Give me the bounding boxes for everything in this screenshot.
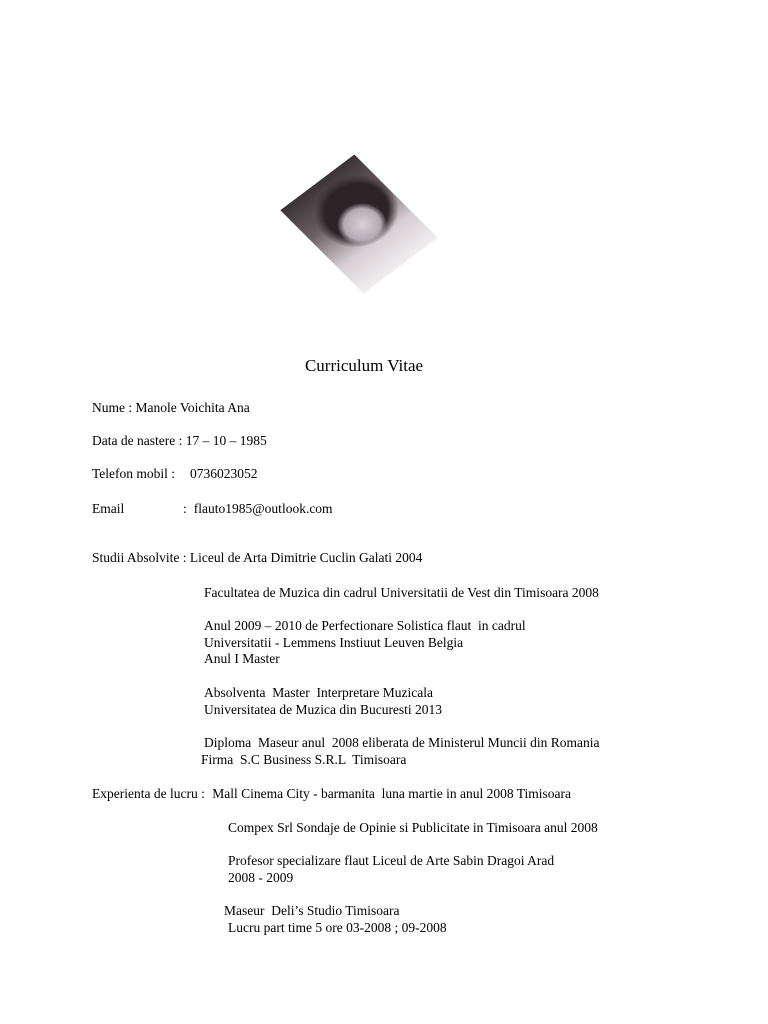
name-row <box>92 400 250 416</box>
profile-photo-image <box>280 154 438 293</box>
email-value: flauto1985@outlook.com <box>193 501 333 516</box>
experience-first: Mall Cinema City - barmanita luna martie in anul 2008 Timisoara <box>212 786 572 801</box>
experience-entry: 2008 - 2009 <box>228 870 294 885</box>
email-label: Email <box>92 501 125 516</box>
studies-entry: Universitatii - Lemmens Instiuut Leuven Belgia <box>204 635 464 650</box>
studies-first: Liceul de Arta Dimitrie Cuclin Galati 2004 <box>189 550 423 565</box>
studies-entry: Anul I Master <box>204 651 280 666</box>
phone-value: 0736023052 <box>190 466 258 481</box>
studies-entry: Anul 2009 – 2010 de Perfectionare Solistica flaut in cadrul <box>204 618 526 633</box>
birth-row <box>92 433 267 449</box>
phone-row <box>92 466 258 482</box>
email-row <box>92 501 333 517</box>
experience-entry: Maseur Deli’s Studio Timisoara <box>224 903 400 918</box>
studies-entry: Diploma Maseur anul 2008 eliberata de Ministerul Muncii din Romania <box>204 735 600 750</box>
experience-entry: Lucru part time 5 ore 03-2008 ; 09-2008 <box>228 920 447 935</box>
studies-entry: Facultatea de Muzica din cadrul Universitatii de Vest din Timisoara 2008 <box>204 585 599 600</box>
studies-label: Studii Absolvite : <box>92 550 190 565</box>
name-value: Manole Voichita Ana <box>135 400 250 415</box>
page-title: Curriculum Vitae <box>304 356 424 375</box>
studies-row <box>92 550 422 566</box>
email-separator: : <box>183 501 187 516</box>
birth-label: Data de nastere : <box>92 433 186 448</box>
studies-entry: Universitatea de Muzica din Bucuresti 2013 <box>204 702 443 717</box>
studies-entry: Firma S.C Business S.R.L Timisoara <box>201 752 407 767</box>
experience-entry: Compex Srl Sondaje de Opinie si Publicitate in Timisoara anul 2008 <box>228 820 598 835</box>
experience-entry: Profesor specializare flaut Liceul de Arte Sabin Dragoi Arad <box>228 853 555 868</box>
name-label: Nume : <box>92 400 136 415</box>
profile-photo <box>280 154 438 293</box>
studies-entry: Absolventa Master Interpretare Muzicala <box>204 685 434 700</box>
experience-label: Experienta de lucru : <box>92 786 209 801</box>
experience-row <box>92 786 571 802</box>
phone-label: Telefon mobil : <box>92 466 176 481</box>
birth-value: 17 – 10 – 1985 <box>185 433 267 448</box>
